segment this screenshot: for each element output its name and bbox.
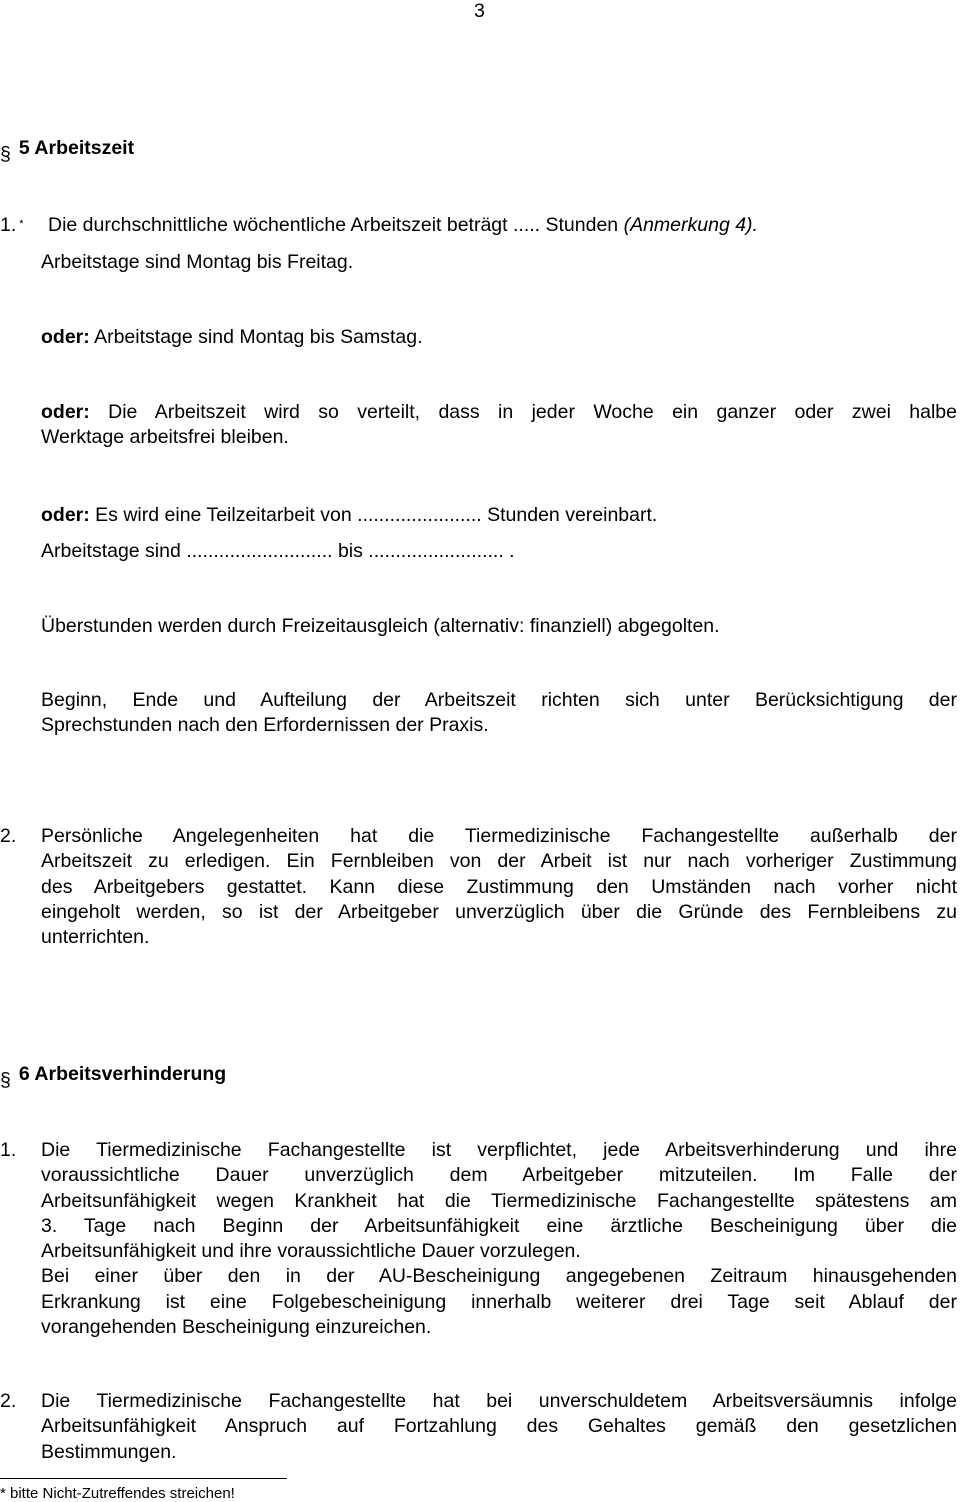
salary-continuation-paragraph: Die Tiermedizinische Fachangestellte hat bei unverschuldetem Arbeitsversäumnis infolge Arbeitsunfähigkeit Anspruch auf Fortzahlung des Gehaltes gemäß den gesetzlichen Bestimmungen. — [41, 1390, 957, 1463]
section-5-heading — [0, 137, 135, 165]
incapacity-notice-paragraph: Die Tiermedizinische Fachangestellte ist verpflichtet, jede Arbeitsverhinderung und ihre voraussichtliche Dauer unverzüglich dem Arbeitgeber mitzuteilen. Im Falle der Arbeitsunfähigkeit wegen Krankheit hat die Tiermedizinische Fachangestellte spätestens am 3. Tage nach Beginn der Arbeitsunfähigkeit eine ärztliche Bescheinigung über die Arbeitsunfähigkeit und ihre voraussichtliche Dauer vorzulegen. Bei einer über den in der AU-Bescheinigung angegebenen Zeitraum hinausgehenden Erkrankung ist eine Folgebescheinigung innerhalb weiterer drei Tage seit Ablauf der vorangehenden Bescheinigung einzureichen. — [41, 1139, 957, 1339]
alt-mon-sat: oder: Arbeitstage sind Montag bis Samstag. — [41, 326, 423, 348]
page-number: 3 — [474, 0, 485, 22]
footnote-divider — [0, 1478, 287, 1479]
annotation-note: (Anmerkung 4). — [623, 214, 758, 236]
weekly-hours-text: Die durchschnittliche wöchentliche Arbeitszeit beträgt ..... Stunden (Anmerkung 4). — [48, 214, 758, 236]
part-time-days: Arbeitstage sind ........................... bis ......................... . — [41, 540, 515, 562]
section-6-heading — [0, 1063, 227, 1091]
item-1-number: 1. * — [0, 214, 24, 236]
section-sign: § — [0, 143, 11, 165]
overtime-text: Überstunden werden durch Freizeitausgleich (alternativ: finanziell) abgegolten. — [41, 615, 720, 637]
section-sign: § — [0, 1069, 11, 1091]
s6-item-1-number: 1. — [0, 1139, 17, 1161]
workdays-mon-fri: Arbeitstage sind Montag bis Freitag. — [41, 251, 354, 273]
personal-matters-paragraph: Persönliche Angelegenheiten hat die Tiermedizinische Fachangestellte außerhalb der Arbeitszeit zu erledigen. Ein Fernbleiben von der Arbeit ist nur nach vorheriger Zustimmung des Arbeitgebers gestattet. Kann diese Zustimmung den Umständen nach vorher nicht eingeholt werden, so ist der Arbeitgeber unverzüglich über die Gründe des Fernbleibens zu unterrichten. — [41, 825, 957, 949]
section-5-title: 5 Arbeitszeit — [18, 137, 135, 159]
item-2-number: 2. — [0, 825, 17, 847]
alt-distribution: oder: Die Arbeitszeit wird so verteilt, dass in jeder Woche ein ganzer oder zwei halbe Werktage arbeitsfrei bleiben. — [41, 401, 957, 449]
s6-item-2-number: 2. — [0, 1390, 17, 1412]
footnote-marker: * — [19, 218, 24, 230]
working-time-schedule: Beginn, Ende und Aufteilung der Arbeitszeit richten sich unter Berücksichtigung der Sprechstunden nach den Erfordernissen der Praxis. — [41, 689, 957, 737]
footnote: * bitte Nicht-Zutreffendes streichen! — [0, 1485, 235, 1502]
section-6-title: 6 Arbeitsverhinderung — [18, 1063, 227, 1085]
alt-part-time: oder: Es wird eine Teilzeitarbeit von ....................... Stunden vereinbart. — [41, 504, 658, 526]
